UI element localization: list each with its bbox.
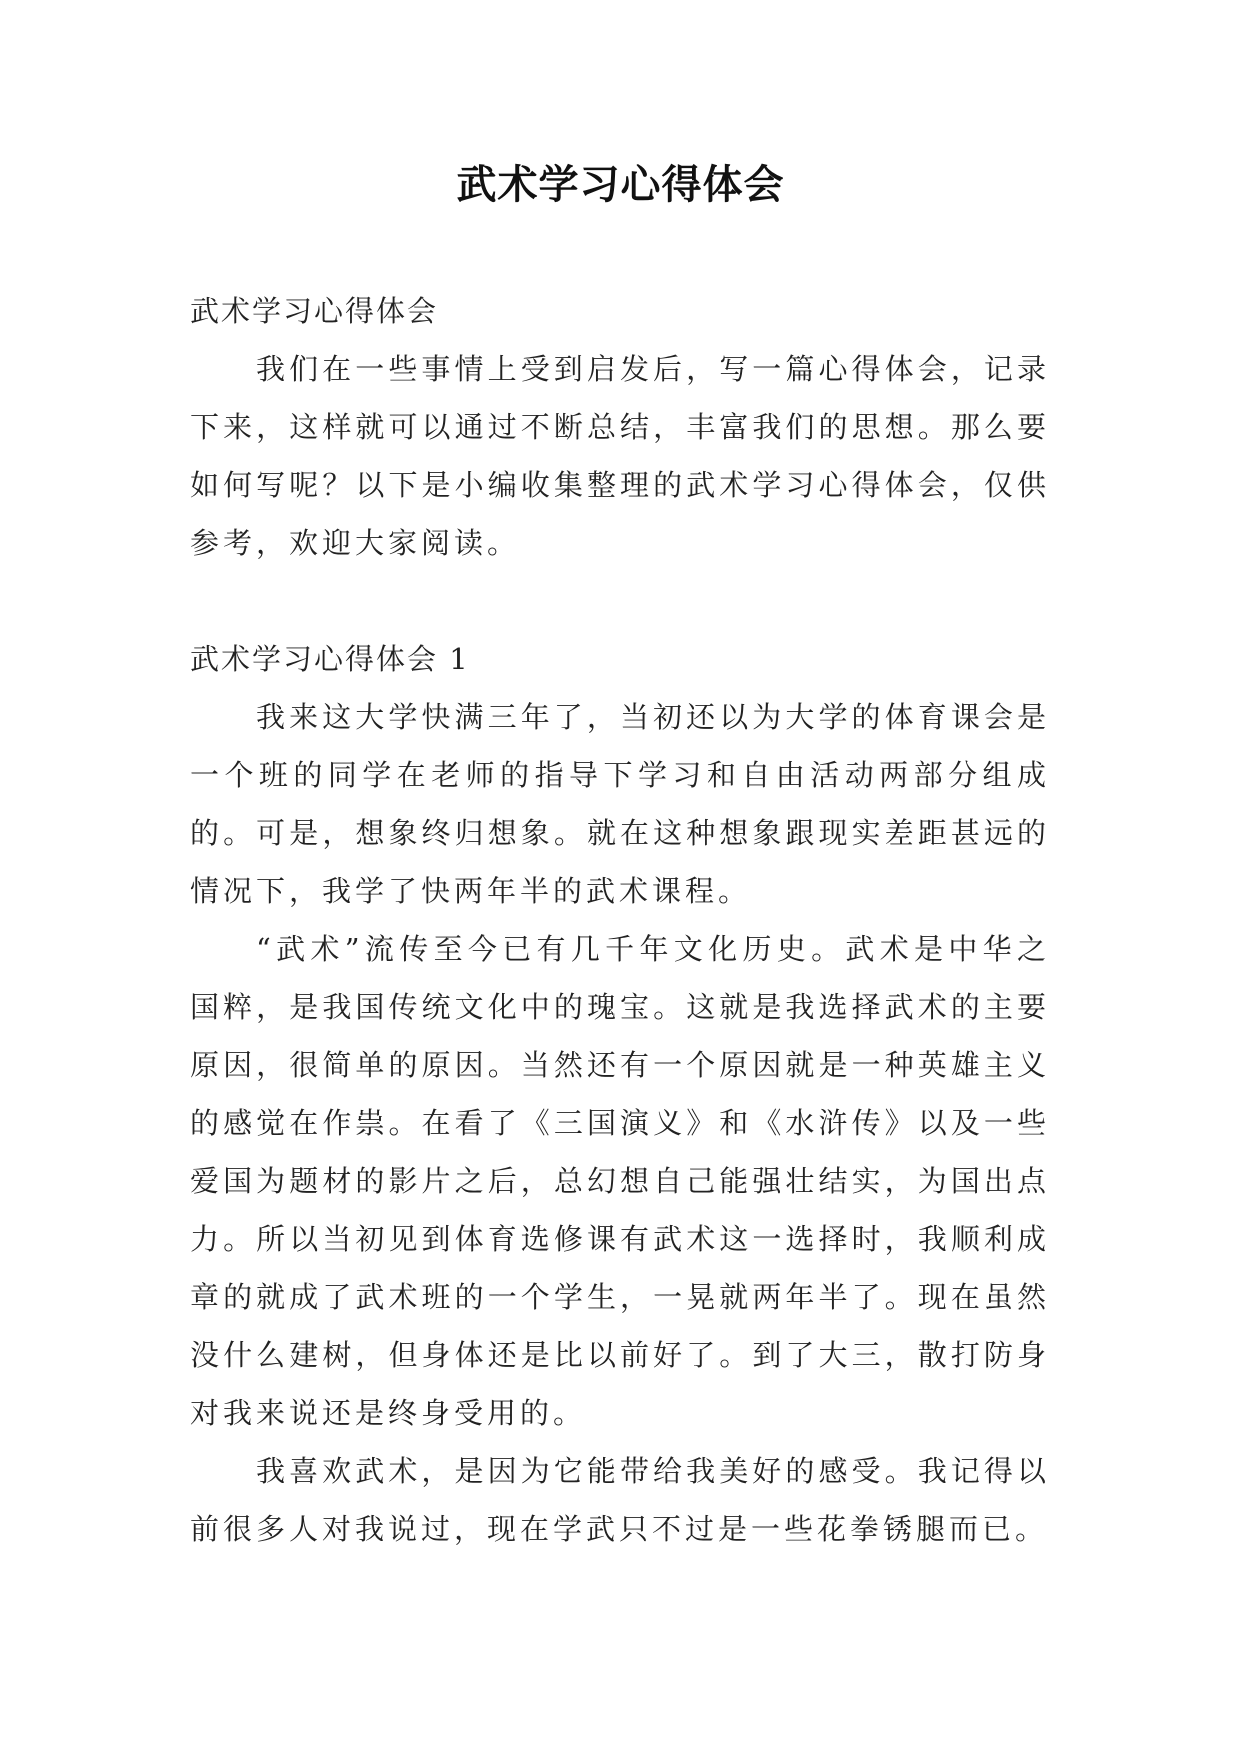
intro-paragraph: 我们在一些事情上受到启发后，写一篇心得体会，记录下来，这样就可以通过不断总结，丰富我们的思想。那么要如何写呢？以下是小编收集整理的武术学习心得体会，仅供参考，欢迎大家阅读。 — [190, 352, 1050, 560]
body-paragraph: 我喜欢武术，是因为它能带给我美好的感受。我记得以前很多人对我说过，现在学武只不过是一些花拳锈腿而已。 — [190, 1454, 1050, 1546]
body-paragraph: “武术”流传至今已有几千年文化历史。武术是中华之国粹，是我国传统文化中的瑰宝。这就是我选择武术的主要原因，很简单的原因。当然还有一个原因就是一种英雄主义的感觉在作祟。在看了《三国演义》和《水浒传》以及一些爱国为题材的影片之后，总幻想自己能强壮结实，为国出点力。所以当初见到体育选修课有武术这一选择时，我顺利成章的就成了武术班的一个学生，一晃就两年半了。现在虽然没什么建树，但身体还是比以前好了。到了大三，散打防身对我来说还是终身受用的。 — [190, 932, 1050, 1430]
document-body — [190, 282, 1050, 1558]
document-title: 武术学习心得体会 — [456, 161, 785, 208]
body-paragraph: 我来这大学快满三年了，当初还以为大学的体育课会是一个班的同学在老师的指导下学习和自由活动两部分组成的。可是，想象终归想象。就在这种想象跟现实差距甚远的情况下，我学了快两年半的武术课程。 — [190, 700, 1050, 908]
section-heading: 武术学习心得体会 1 — [190, 642, 470, 676]
paragraph-spacer — [190, 572, 1050, 630]
intro-heading: 武术学习心得体会 — [190, 294, 439, 328]
